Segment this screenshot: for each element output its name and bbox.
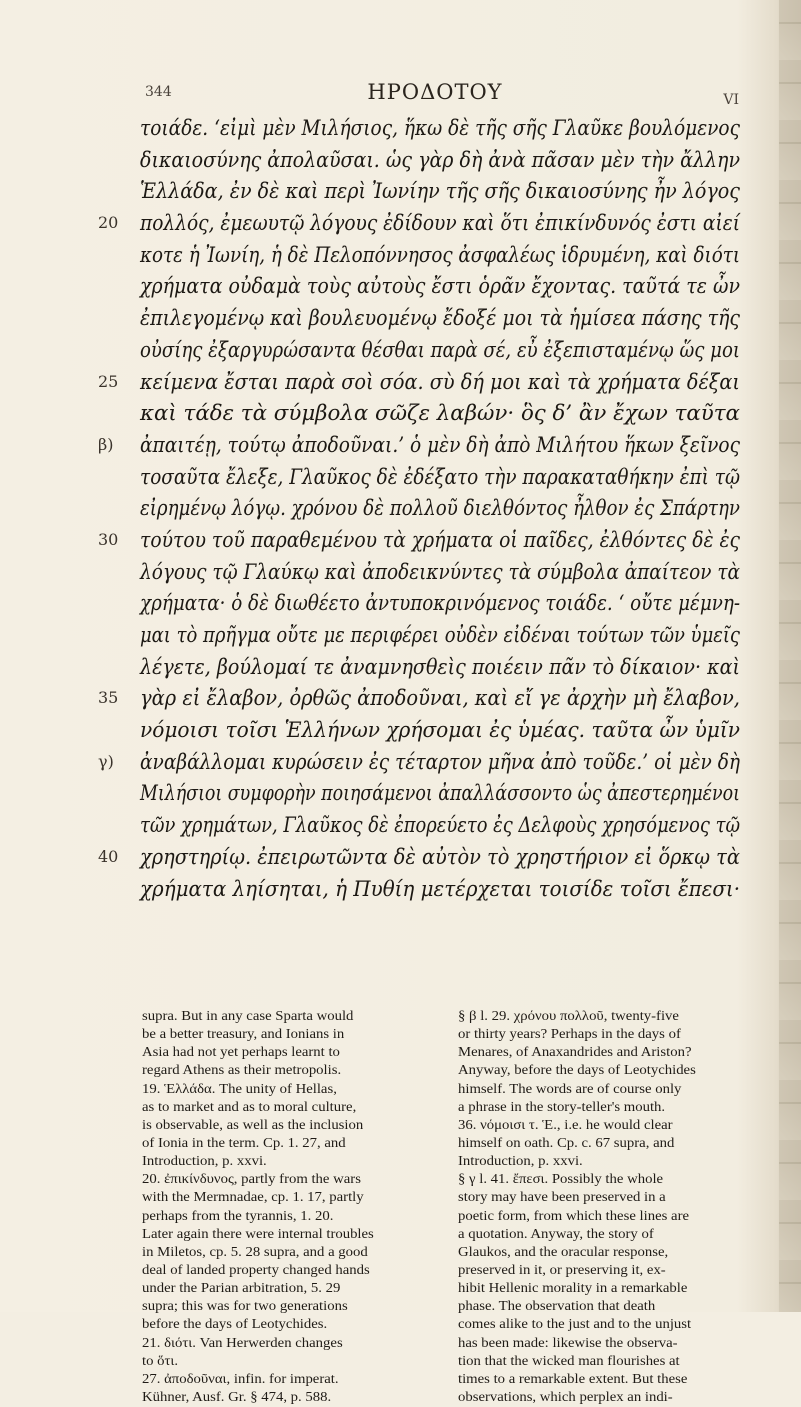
running-head: ΗΡΟΔΟΤΟΥ — [367, 80, 503, 104]
note-line: in Miletos, cp. 5. 28 supra, and a good — [142, 1244, 368, 1260]
greek-line-text: ἀπαιτέῃ, τούτῳ ἀποδοῦναι.’ ὁ μὲν δὴ ἀπὸ Μιλήτου ἥκων ξεῖνος — [140, 431, 740, 457]
greek-text-line — [98, 682, 740, 714]
greek-line-text: τῶν χρημάτων, Γλαῦκος δὲ ἐπορεύετο ἐς Δελφοὺς χρησόμενος τῷ — [140, 812, 741, 838]
note-line: Later again there were internal troubles — [142, 1226, 374, 1242]
note-line: 36. νόμοισι τ. Ἑ., i.e. he would clear — [458, 1117, 673, 1133]
greek-text-block — [98, 112, 741, 904]
greek-line-text: λόγους τῷ Γλαύκῳ καὶ ἀποδεικνύντες τὰ σύμβολα ἀπαίτεον τὰ — [140, 558, 740, 584]
page-header — [135, 58, 739, 108]
greek-text-line — [140, 809, 740, 841]
note-line: as to market and as to moral culture, — [142, 1099, 357, 1115]
note-line: hibit Hellenic morality in a remarkable — [458, 1281, 688, 1297]
greek-line-text: Ἑλλάδα, ἐν δὲ καὶ περὶ Ἰωνίην τῆς σῆς δικαιοσύνης ἦν λόγος — [140, 178, 740, 204]
line-number: 30 — [98, 529, 119, 549]
greek-text-line — [140, 714, 740, 746]
note-line: under the Parian arbitration, 5. 29 — [142, 1281, 341, 1297]
greek-text-line — [140, 144, 740, 176]
line-number: γ) — [98, 751, 114, 771]
note-line: 27. ἀποδοῦναι, infin. for imperat. — [142, 1371, 339, 1387]
note-line: or thirty years? Perhaps in the days of — [458, 1027, 681, 1043]
note-line: Introduction, p. xxvi. — [458, 1154, 583, 1170]
note-line: supra. But in any case Sparta would — [142, 1009, 354, 1024]
note-line: 20. ἐπικίνδυνος, partly from the wars — [142, 1172, 361, 1188]
page-binding-edge — [779, 0, 801, 1312]
note-line: § γ l. 41. ἔπεσι. Possibly the whole — [458, 1172, 664, 1188]
note-line: of Ionia in the term. Cp. 1. 27, and — [142, 1135, 346, 1151]
greek-line-text: δικαιοσύνης ἀπολαῦσαι. ὡς γὰρ δὴ ἀνὰ πᾶσαν μὲν τὴν ἄλλην — [140, 146, 741, 172]
note-line: § β l. 29. χρόνου πολλοῦ, twenty-five — [458, 1009, 679, 1024]
greek-line-text: γὰρ εἰ ἔλαβον, ὀρθῶς ἀποδοῦναι, καὶ εἴ γε ἀρχὴν μὴ ἔλαβον, — [140, 685, 740, 711]
greek-text-line — [140, 461, 740, 493]
note-line: poetic form, from which these lines are — [458, 1208, 690, 1224]
line-number: 40 — [98, 846, 119, 866]
greek-line-text: χρήματα· ὁ δὲ διωθέετο ἀντυποκρινόμενος τοιάδε. ‘ οὔτε μέμνη- — [140, 590, 741, 616]
note-line: a phrase in the story-teller's mouth. — [458, 1099, 666, 1115]
note-line: 19. Ἑλλάδα. The unity of Hellas, — [142, 1081, 337, 1097]
page-number: 344 — [145, 84, 172, 100]
greek-text-line — [140, 651, 740, 683]
greek-text-line — [140, 175, 740, 207]
greek-text-line — [140, 270, 740, 302]
note-line: himself. The words are of course only — [458, 1081, 682, 1097]
commentary-notes — [142, 1008, 742, 1405]
greek-line-text: τοιάδε. ‘εἰμὶ μὲν Μιλήσιος, ἥκω δὲ τῆς σῆς Γλαῦκε βουλόμενος — [140, 115, 740, 140]
greek-text-line — [98, 429, 740, 461]
greek-text-line — [140, 112, 740, 144]
greek-text-line — [140, 302, 740, 334]
greek-text-line — [140, 619, 740, 651]
note-line: Anyway, before the days of Leotychides — [458, 1063, 696, 1079]
note-line: Kühner, Ausf. Gr. § 474, p. 588. — [142, 1389, 332, 1405]
notes-column-right — [458, 1008, 740, 1407]
greek-text-line — [140, 587, 740, 619]
greek-line-text: τούτου τοῦ παραθεμένου τὰ χρήματα οἱ παῖδες, ἐλθόντες δὲ ἐς — [140, 526, 741, 552]
greek-text-line — [140, 397, 740, 429]
note-line: observations, which perplex an indi- — [458, 1389, 673, 1405]
note-line: Menares, of Anaxandrides and Ariston? — [458, 1045, 692, 1061]
note-line: has been made: likewise the observa- — [458, 1335, 678, 1351]
note-line: with the Mermnadae, cp. 1. 17, partly — [142, 1190, 364, 1206]
greek-line-text: νόμοισι τοῖσι Ἑλλήνων χρήσομαι ἐς ὑμέας. ταῦτα ὦν ὑμῖν — [140, 717, 741, 743]
greek-line-text: χρήματα οὐδαμὰ τοὺς αὐτοὺς ἔστι ὁρᾶν ἔχοντας. ταῦτά τε ὦν — [140, 273, 741, 299]
greek-text-line — [140, 777, 740, 809]
note-line: times to a remarkable extent. But these — [458, 1371, 688, 1387]
greek-line-text: ἐπιλεγομένῳ καὶ βουλευομένῳ ἔδοξέ μοι τὰ ἡμίσεα πάσης τῆς — [140, 305, 741, 331]
note-line: story may have been preserved in a — [458, 1190, 666, 1206]
note-line: phase. The observation that death — [458, 1299, 656, 1315]
greek-text-line — [140, 873, 740, 905]
greek-line-text: κοτε ἡ Ἰωνίη, ἡ δὲ Πελοπόννησος ἀσφαλέως ἱδρυμένη, καὶ διότι — [140, 241, 741, 267]
note-line: Glaukos, and the oracular response, — [458, 1244, 669, 1260]
greek-text-line — [140, 334, 740, 366]
greek-line-text: τοσαῦτα ἔλεξε, Γλαῦκος δὲ ἐδέξατο τὴν παρακαταθήκην ἐπὶ τῷ — [140, 463, 740, 489]
note-line: deal of landed property changed hands — [142, 1262, 370, 1278]
note-line: regard Athens as their metropolis. — [142, 1063, 342, 1079]
greek-text-line — [98, 746, 741, 778]
greek-line-text: ἀναβάλλομαι κυρώσειν ἐς τέταρτον μῆνα ἀπὸ τοῦδε.’ οἱ μὲν δὴ — [140, 748, 741, 774]
note-line: supra; this was for two generations — [142, 1299, 348, 1315]
greek-line-text: πολλός, ἐμεωυτῷ λόγους ἐδίδουν καὶ ὅτι ἐπικίνδυνός ἐστι αἰεί — [140, 210, 741, 236]
greek-line-text: μαι τὸ πρῆγμα οὔτε με περιφέρει οὐδὲν εἰδέναι τούτων τῶν ὑμεῖς — [140, 622, 740, 647]
note-line: preserved in it, or preserving it, ex- — [458, 1262, 666, 1278]
notes-column-left — [142, 1008, 424, 1407]
note-line: 21. διότι. Van Herwerden changes — [142, 1335, 343, 1351]
greek-text-line — [140, 239, 740, 271]
line-number: 20 — [98, 213, 119, 233]
greek-text-line — [140, 492, 740, 524]
note-line: Asia had not yet perhaps learnt to — [142, 1045, 340, 1061]
note-line: is observable, as well as the inclusion — [142, 1117, 364, 1133]
greek-line-text: οὐσίης ἐξαργυρώσαντα θέσθαι παρὰ σέ, εὖ ἐξεπισταμένῳ ὥς μοι — [140, 336, 740, 362]
section-number: VI — [723, 92, 739, 108]
greek-text-line — [98, 366, 740, 398]
note-line: be a better treasury, and Ionians in — [142, 1027, 345, 1043]
note-line: Introduction, p. xxvi. — [142, 1154, 267, 1170]
note-line: comes alike to the just and to the unjust — [458, 1317, 692, 1333]
line-number: 25 — [98, 371, 119, 391]
note-line: a quotation. Anyway, the story of — [458, 1226, 654, 1242]
note-line: before the days of Leotychides. — [142, 1317, 328, 1333]
greek-text-line — [98, 207, 741, 239]
greek-line-text: εἰρημένῳ λόγῳ. χρόνου δὲ πολλοῦ διελθόντος ἦλθον ἐς Σπάρτην — [140, 495, 740, 521]
line-number: β) — [98, 434, 114, 454]
greek-line-text: χρήματα ληίσηται, ἡ Πυθίη μετέρχεται τοισίδε τοῖσι ἔπεσι· — [140, 875, 741, 901]
greek-line-text: Μιλήσιοι συμφορὴν ποιησάμενοι ἀπαλλάσσοντο ὡς ἀπεστερημένοι — [140, 780, 740, 806]
note-line: perhaps from the tyrannis, 1. 20. — [142, 1208, 334, 1224]
note-line: tion that the wicked man flourishes at — [458, 1353, 680, 1369]
note-line: himself on oath. Cp. c. 67 supra, and — [458, 1135, 675, 1151]
note-line: to ὅτι. — [142, 1353, 179, 1369]
greek-line-text: χρηστηρίῳ. ἐπειρωτῶντα δὲ αὐτὸν τὸ χρηστήριον εἰ ὅρκῳ τὰ — [140, 843, 740, 869]
greek-line-text: καὶ τάδε τὰ σύμβολα σῶζε λαβών· ὃς δ’ ἂν ἔχων ταῦτα — [140, 400, 740, 426]
greek-text-line — [98, 524, 741, 556]
greek-line-text: λέγετε, βούλομαί τε ἀναμνησθεὶς ποιέειν πᾶν τὸ δίκαιον· καὶ — [140, 653, 740, 679]
greek-text-line — [98, 841, 740, 873]
line-number: 35 — [98, 688, 119, 708]
greek-text-line — [140, 556, 740, 588]
greek-line-text: κείμενα ἔσται παρὰ σοὶ σόα. σὺ δή μοι καὶ τὰ χρήματα δέξαι — [140, 368, 740, 394]
